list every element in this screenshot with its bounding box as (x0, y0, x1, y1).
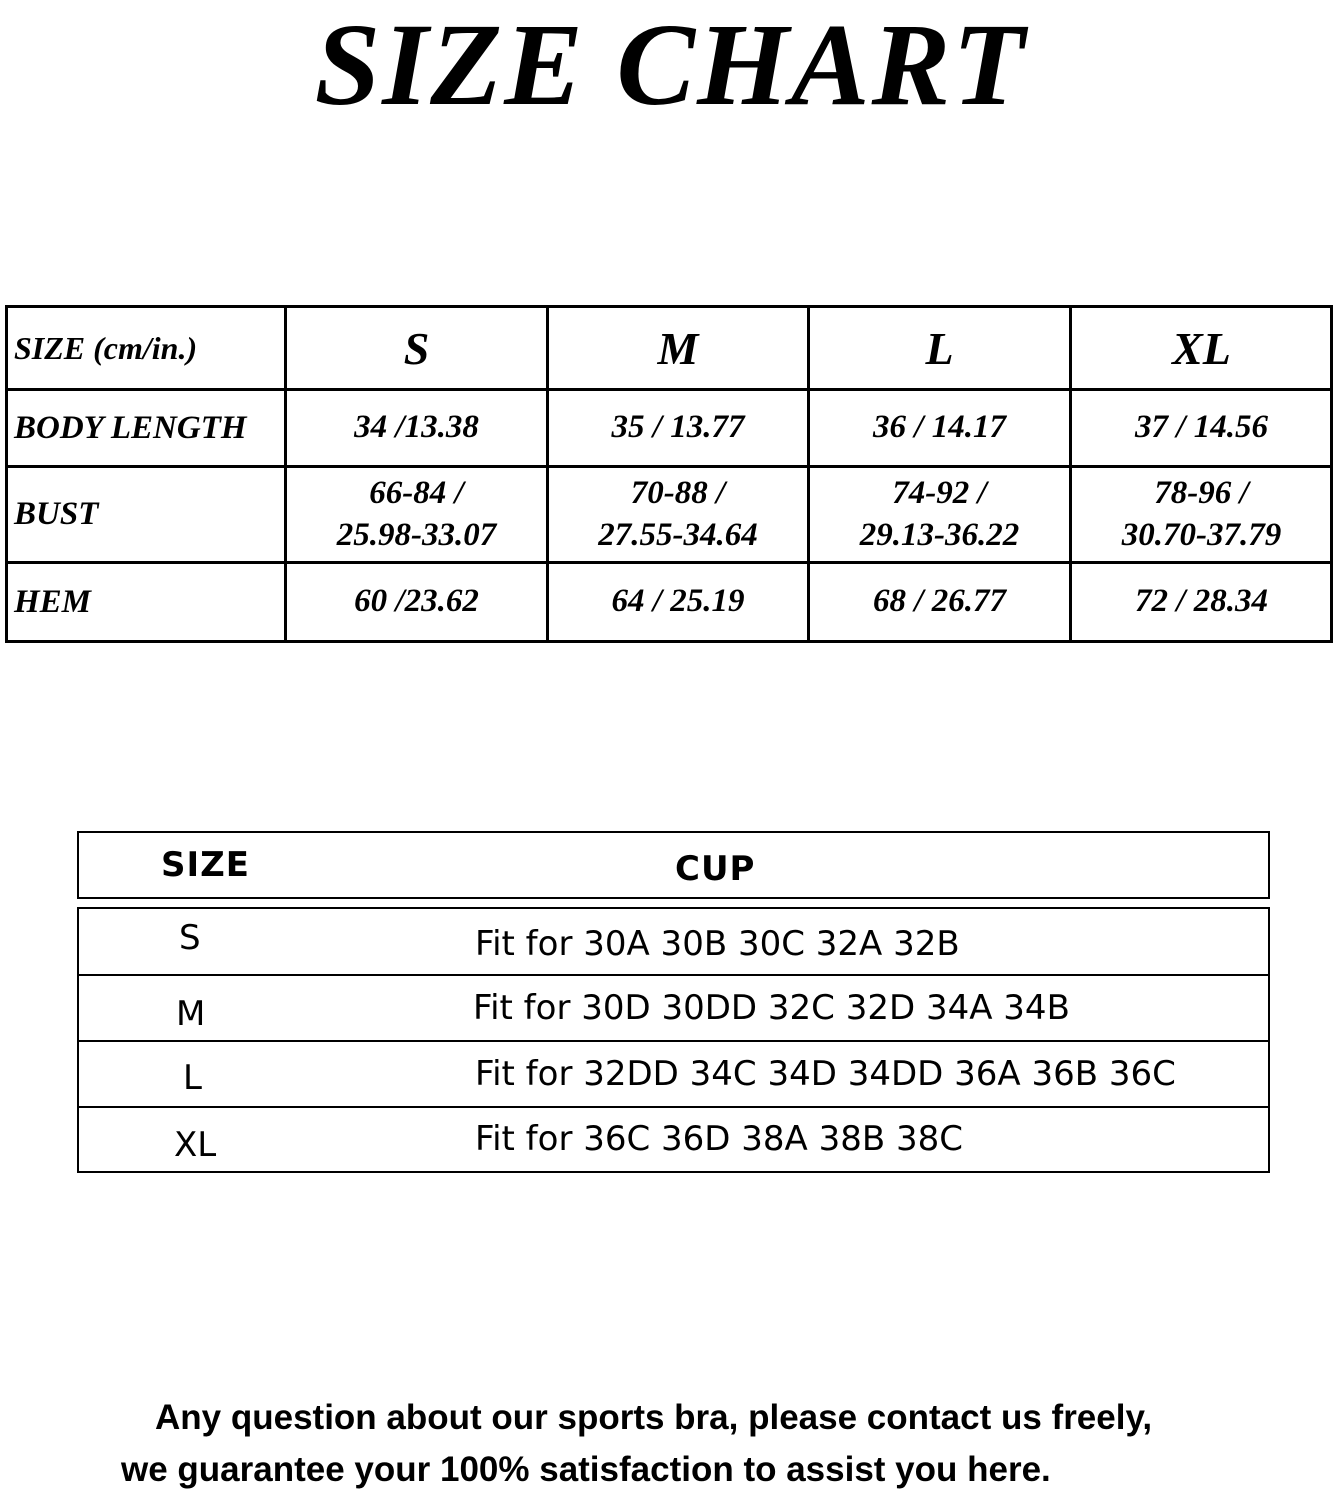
size-header-l: L (925, 322, 954, 374)
table-row (8, 564, 1330, 640)
row-label-hem: HEM (14, 583, 92, 620)
bust-m-in: 27.55-34.64 (598, 516, 758, 553)
cup-size-l: L (183, 1058, 202, 1098)
bust-s-in: 25.98-33.07 (336, 516, 497, 553)
table-header-row (8, 308, 1330, 388)
table-row (8, 468, 1330, 561)
size-header-m: M (657, 322, 699, 374)
footer-line-1: Any question about our sports bra, please contact us freely, (155, 1398, 1153, 1437)
bust-s (287, 468, 546, 561)
table-row (79, 1042, 1268, 1106)
cup-fit-l: Fit for 32DD 34C 34D 34DD 36A 36B 36C (475, 1054, 1176, 1094)
hem-s: 60 /23.62 (354, 583, 479, 620)
body-length-xl: 37 / 14.56 (1135, 409, 1268, 446)
footer-line-2: we guarantee your 100% satisfaction to assist you here. (121, 1450, 1051, 1489)
measurement-table (5, 305, 1333, 643)
size-unit-header: SIZE (cm/in.) (14, 329, 198, 366)
bust-xl (1072, 468, 1331, 561)
table-row (79, 976, 1268, 1040)
body-length-s: 34 /13.38 (354, 409, 479, 446)
cup-size-s: S (179, 917, 201, 958)
bust-l (810, 468, 1069, 561)
bust-m (549, 468, 807, 561)
cup-fit-xl: Fit for 36C 36D 38A 38B 38C (475, 1118, 964, 1159)
cup-header-size: SIZE (161, 845, 251, 885)
table-row (8, 391, 1330, 465)
row-label-bust: BUST (14, 496, 99, 532)
row-label-body-length: BODY LENGTH (14, 409, 247, 446)
cup-fit-s: Fit for 30A 30B 30C 32A 32B (475, 923, 960, 964)
bust-s-cm: 66-84 / (369, 475, 464, 512)
body-length-m: 35 / 13.77 (611, 409, 745, 446)
hem-m: 64 / 25.19 (611, 583, 745, 620)
cup-size-xl: XL (174, 1124, 217, 1165)
size-header-xl: XL (1172, 322, 1231, 374)
hem-l: 68 / 26.77 (873, 583, 1006, 620)
cup-table-header (77, 831, 1270, 899)
size-header-s: S (403, 322, 430, 374)
bust-xl-cm: 78-96 / (1154, 475, 1249, 512)
table-row (79, 1108, 1268, 1173)
bust-m-cm: 70-88 / (630, 475, 726, 512)
bust-xl-in: 30.70-37.79 (1121, 516, 1282, 553)
cup-rows (77, 907, 1270, 1173)
bust-l-cm: 74-92 / (892, 475, 987, 512)
bust-l-in: 29.13-36.22 (859, 516, 1020, 553)
cup-size-m: M (176, 994, 206, 1034)
table-row (79, 909, 1268, 974)
hem-xl: 72 / 28.34 (1135, 583, 1268, 620)
page-title: SIZE CHART (314, 0, 1027, 130)
cup-header-cup: CUP (675, 849, 756, 889)
cup-fit-m: Fit for 30D 30DD 32C 32D 34A 34B (473, 988, 1070, 1028)
body-length-l: 36 / 14.17 (873, 409, 1006, 446)
